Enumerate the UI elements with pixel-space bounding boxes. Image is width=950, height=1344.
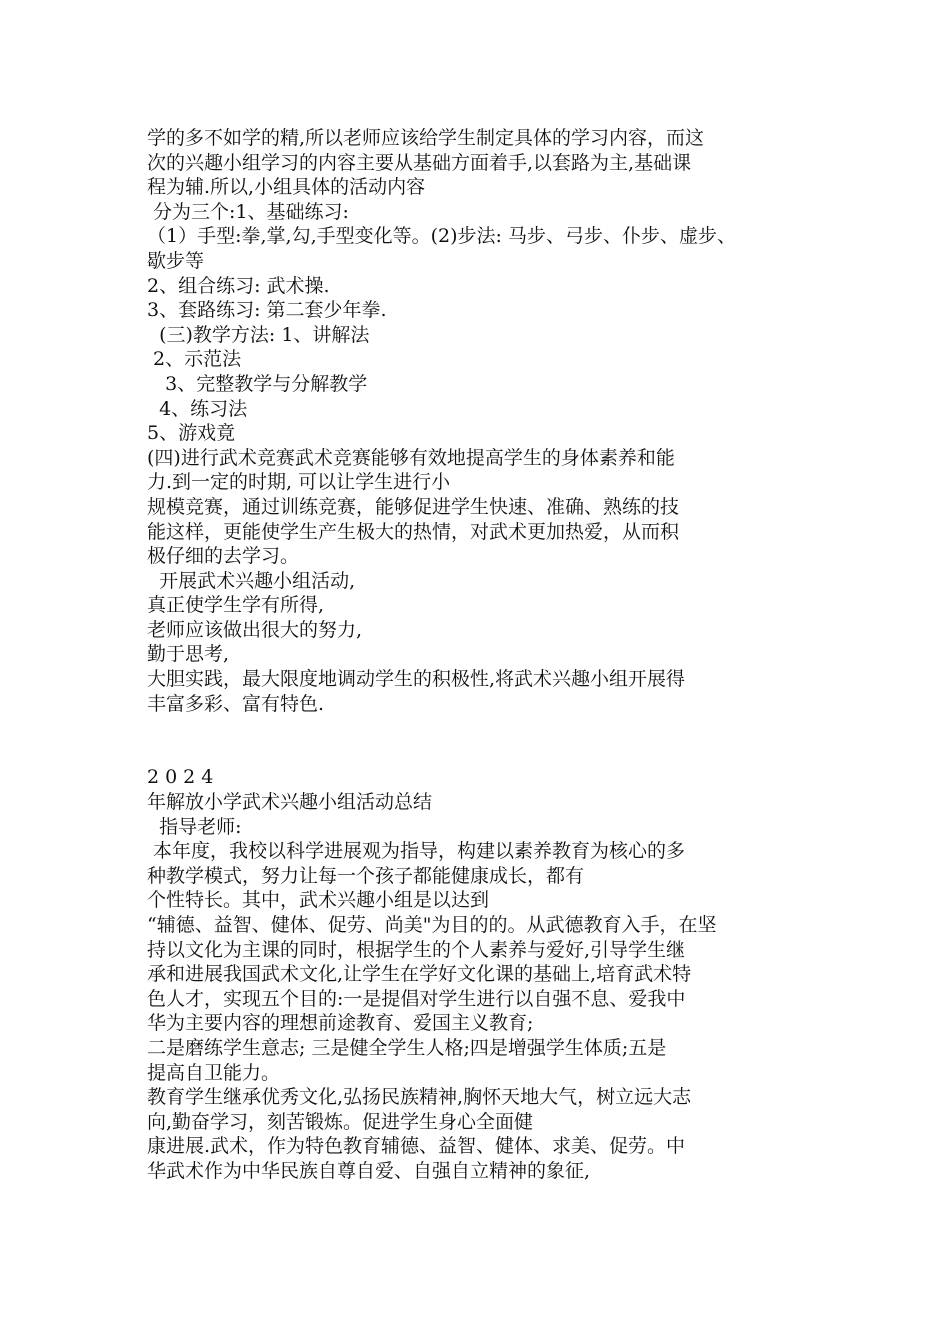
text-line: 分为三个:1、基础练习: [147, 200, 349, 223]
text-line: 4、练习法 [147, 397, 248, 420]
text-line: 康进展.武术，作为特色教育辅德、益智、健体、求美、促劳。中 [147, 1135, 686, 1158]
text-line: (三)教学方法: 1、讲解法 [147, 323, 370, 346]
text-line: 华武术作为中华民族自尊自爱、自强自立精神的象征, [147, 1159, 591, 1182]
text-line: 3、套路练习: 第二套少年拳. [147, 299, 387, 322]
blank-line [147, 741, 817, 766]
text-line: 老师应该做出很大的努力, [147, 618, 363, 641]
text-line: 力.到一定的时期, 可以让学生进行小 [147, 471, 451, 494]
text-line: (四)进行武术竞赛武术竞赛能够有效地提高学生的身体素养和能 [147, 446, 675, 469]
text-line: 指导老师: [147, 815, 242, 838]
text-line: 本年度，我校以科学进展观为指导，构建以素养教育为核心的多 [147, 840, 686, 863]
text-line: 歇步等 [147, 249, 205, 272]
text-line: 勤于思考, [147, 643, 230, 666]
text-line: 程为辅.所以,小组具体的活动内容 [147, 176, 426, 199]
document-body [147, 126, 817, 1184]
text-line: 2024 [147, 766, 220, 789]
text-line: （1）手型:拳,掌,勾,手型变化等。(2)步法: 马步、弓步、仆步、虚步、 [147, 225, 736, 248]
text-line: 教育学生继承优秀文化,弘扬民族精神,胸怀天地大气，树立远大志 [147, 1086, 692, 1109]
text-line: 华为主要内容的理想前途教育、爱国主义教育; [147, 1012, 534, 1035]
text-line: 2、示范法 [147, 348, 242, 371]
text-line: 种教学模式，努力让每一个孩子都能健康成长，都有 [147, 864, 585, 887]
text-line: 大胆实践，最大限度地调动学生的积极性,将武术兴趣小组开展得 [147, 668, 686, 691]
text-line: 2、组合练习: 武术操. [147, 274, 330, 297]
text-line: 承和进展我国武术文化,让学生在学好文化课的基础上,培育武术特 [147, 963, 692, 986]
text-line: 个性特长。其中，武术兴趣小组是以达到 [147, 889, 490, 912]
text-line: 提高自卫能力。 [147, 1061, 281, 1084]
text-line: 丰富多彩、富有特色. [147, 692, 325, 715]
text-line: 极仔细的去学习。 [147, 545, 300, 568]
text-line: 能这样，更能使学生产生极大的热情，对武术更加热爱，从而积 [147, 520, 680, 543]
text-line: 规模竞赛，通过训练竞赛，能够促进学生快速、准确、熟练的技 [147, 495, 680, 518]
document-title: 年解放小学武术兴趣小组活动总结 [147, 791, 433, 814]
text-line: “辅德、益智、健体、促劳、尚美"为目的的。从武德教育入手，在坚 [147, 914, 717, 936]
text-line: 持以文化为主课的同时，根据学生的个人素养与爱好,引导学生继 [147, 938, 686, 961]
text-line: 真正使学生学有所得, [147, 594, 325, 617]
text-line: 3、完整教学与分解教学 [147, 372, 368, 395]
text-line: 向,勤奋学习，刻苦锻炼。促进学生身心全面健 [147, 1110, 534, 1133]
text-line: 学的多不如学的精,所以老师应该给学生制定具体的学习内容，而这 [147, 127, 705, 149]
blank-line [147, 716, 817, 741]
text-line: 次的兴趣小组学习的内容主要从基础方面着手,以套路为主,基础课 [147, 151, 692, 174]
text-line: 二是磨练学生意志; 三是健全学生人格;四是增强学生体质;五是 [147, 1036, 667, 1059]
text-line: 色人才，实现五个目的:一是提倡对学生进行以自强不息、爱我中 [147, 987, 686, 1010]
text-line: 开展武术兴趣小组活动, [147, 569, 356, 592]
text-line: 5、游戏竟 [147, 422, 236, 445]
